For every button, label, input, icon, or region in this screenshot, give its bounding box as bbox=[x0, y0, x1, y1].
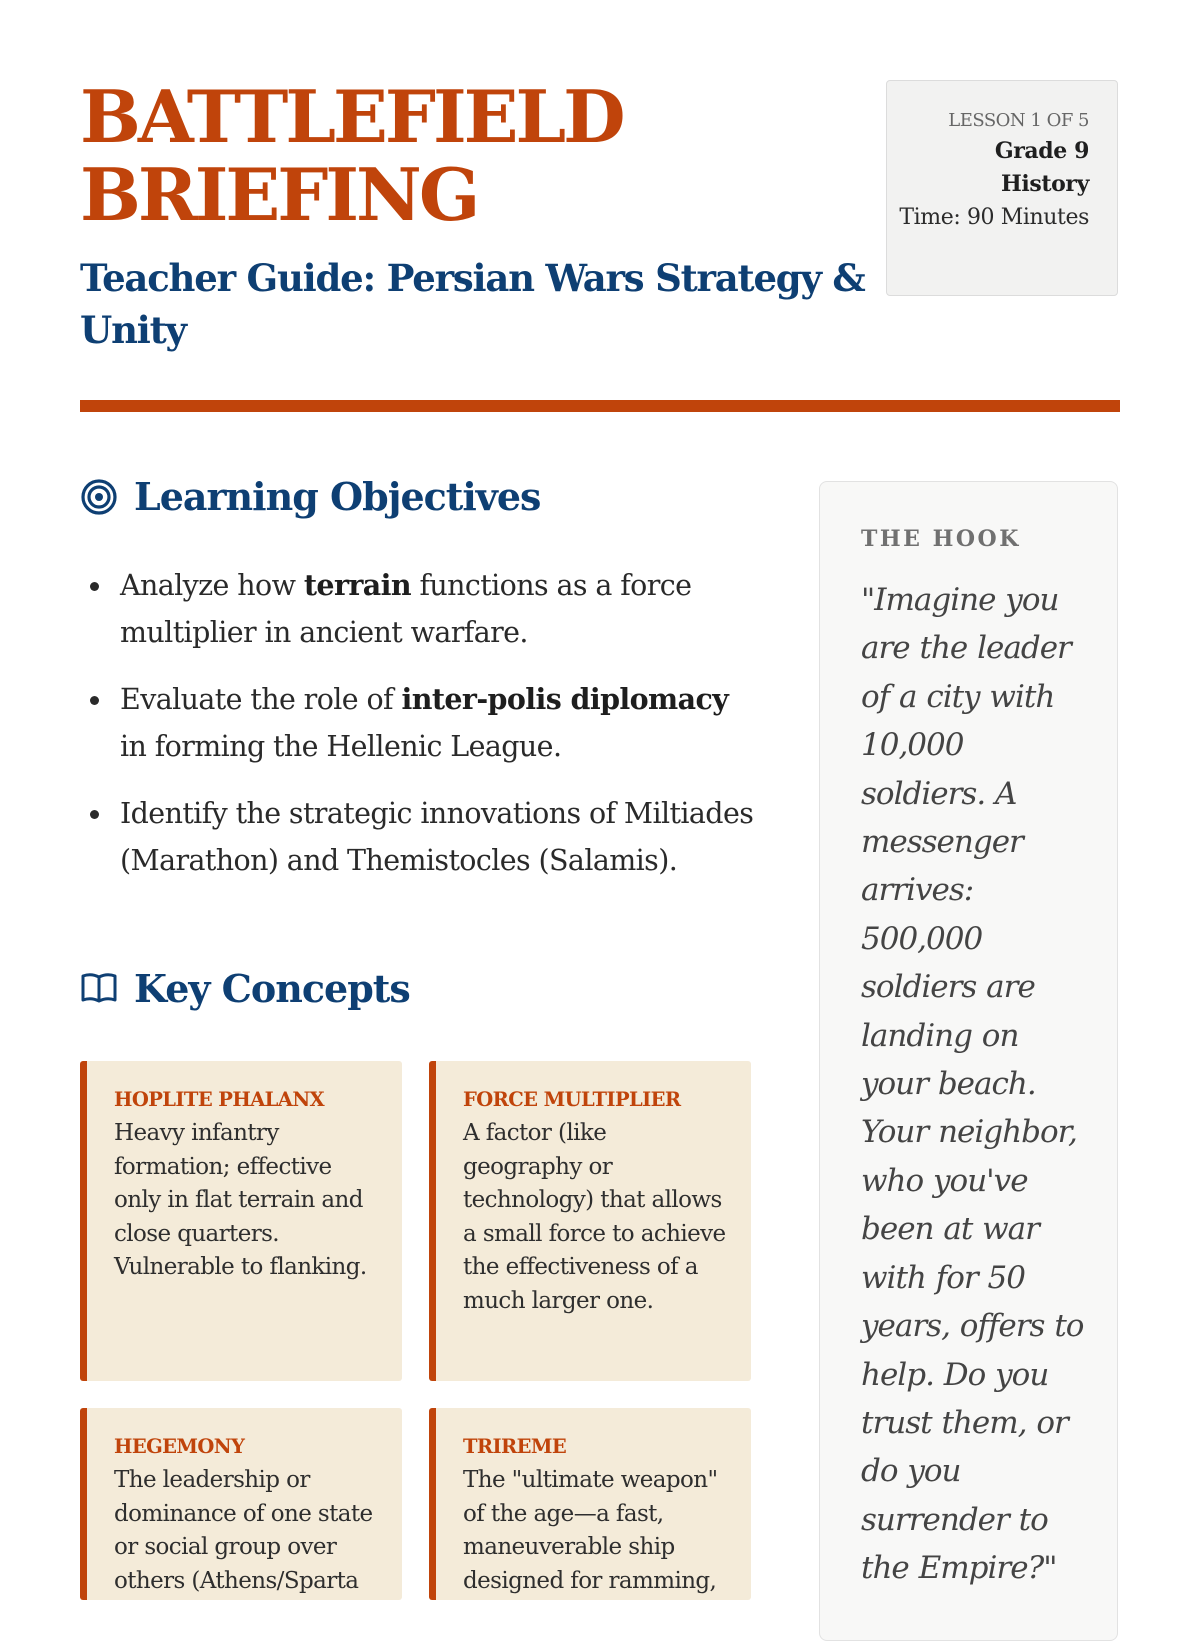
page-title: BATTLEFIELD BRIEFING bbox=[80, 74, 623, 237]
concept-body: A factor (like geography or technology) that allows a small force to achieve the effectiveness of a much larger one. bbox=[463, 1120, 726, 1314]
list-item: Identify the strategic innovations of Miltiades (Marathon) and Themistocles (Salamis). bbox=[80, 790, 760, 884]
objectives-heading bbox=[80, 474, 540, 519]
lesson-page bbox=[80, 0, 1120, 1600]
concept-title: TRIREME bbox=[463, 1435, 567, 1458]
concept-title: HOPLITE PHALANX bbox=[114, 1088, 325, 1111]
hook-label: THE HOOK bbox=[861, 526, 1021, 552]
list-item: Evaluate the role of inter-polis diplomacy in forming the Hellenic League. bbox=[80, 676, 760, 770]
concept-card-hegemony bbox=[80, 1408, 402, 1600]
objectives-list bbox=[80, 562, 760, 904]
header-divider bbox=[80, 400, 1120, 412]
list-item: Analyze how terrain functions as a force multiplier in ancient warfare. bbox=[80, 562, 760, 656]
page-subtitle: Teacher Guide: Persian Wars Strategy & Unity bbox=[80, 256, 865, 352]
concepts-heading bbox=[80, 966, 410, 1011]
time-label: Time: 90 Minutes bbox=[899, 205, 1089, 230]
hook-quote: "Imagine you are the leader of a city with 10,000 soldiers. A messenger arrives: 500,000 soldiers are landing on your beach. Your neighbor, who you've been at war with for 50 years, offers to help. Do you trust them, or do you surrender to the Empire?" bbox=[861, 582, 1084, 1587]
concept-card-force-multiplier bbox=[429, 1061, 751, 1381]
target-icon bbox=[80, 478, 118, 516]
concept-card-trireme bbox=[429, 1408, 751, 1600]
concept-title: HEGEMONY bbox=[114, 1435, 245, 1458]
concept-title: FORCE MULTIPLIER bbox=[463, 1088, 681, 1111]
lesson-meta-box bbox=[886, 80, 1118, 296]
concept-body: The "ultimate weapon" of the age—a fast, maneuverable ship designed for ramming, bbox=[463, 1467, 718, 1594]
concepts-heading-text: Key Concepts bbox=[134, 966, 410, 1011]
concept-body: Heavy infantry formation; effective only in flat terrain and close quarters. Vulnerable to flanking. bbox=[114, 1120, 367, 1280]
concept-body: The leadership or dominance of one state or social group over others (Athens/Sparta bbox=[114, 1467, 373, 1594]
grade-label: Grade 9 bbox=[994, 138, 1089, 164]
hook-sidebar bbox=[819, 481, 1118, 1641]
book-icon bbox=[80, 970, 118, 1008]
subject-label: History bbox=[1001, 171, 1089, 197]
concept-card-hoplite-phalanx bbox=[80, 1061, 402, 1381]
lesson-number: LESSON 1 OF 5 bbox=[948, 110, 1089, 131]
objectives-heading-text: Learning Objectives bbox=[134, 474, 541, 519]
